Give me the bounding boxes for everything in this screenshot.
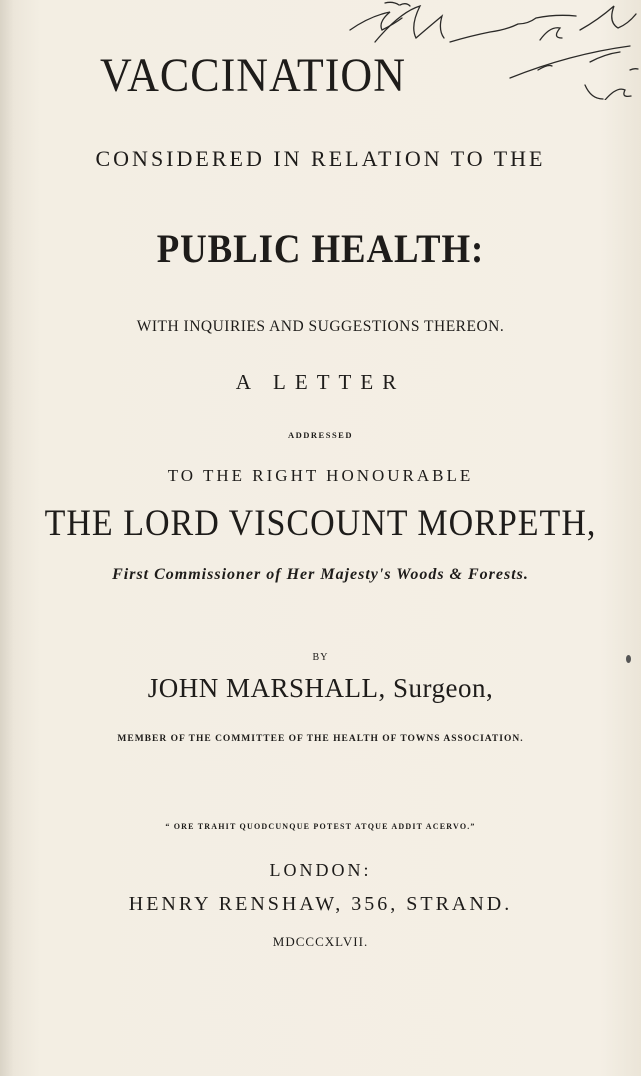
imprint-place: LONDON: [269, 860, 372, 880]
main-heading: PUBLIC HEALTH: [156, 226, 485, 271]
recipient-title: First Commissioner of Her Majesty's Woods & Forests. [112, 566, 529, 583]
to-line: TO THE RIGHT HONOURABLE [167, 466, 474, 485]
author-name: JOHN MARSHALL, Surgeon, [147, 673, 494, 703]
inquiries-line: WITH INQUIRIES AND SUGGESTIONS THEREON. [136, 318, 505, 335]
book-title: VACCINATION [100, 49, 406, 102]
addressed-line: ADDRESSED [288, 430, 353, 440]
recipient-name: THE LORD VISCOUNT MORPETH, [44, 503, 597, 544]
paper-blemish [626, 655, 631, 663]
subtitle-line: CONSIDERED IN RELATION TO THE [95, 146, 546, 171]
imprint-date: MDCCCXLVII. [272, 934, 369, 949]
by-line: BY [312, 652, 329, 663]
imprint-publisher: HENRY RENSHAW, 356, STRAND. [128, 893, 513, 915]
letter-line: A LETTER [235, 370, 406, 394]
motto: “ ORE TRAHIT QUODCUNQUE POTEST ATQUE ADDIT ACERVO.” [165, 822, 476, 831]
author-membership: MEMBER OF THE COMMITTEE OF THE HEALTH OF TOWNS ASSOCIATION. [117, 734, 524, 744]
